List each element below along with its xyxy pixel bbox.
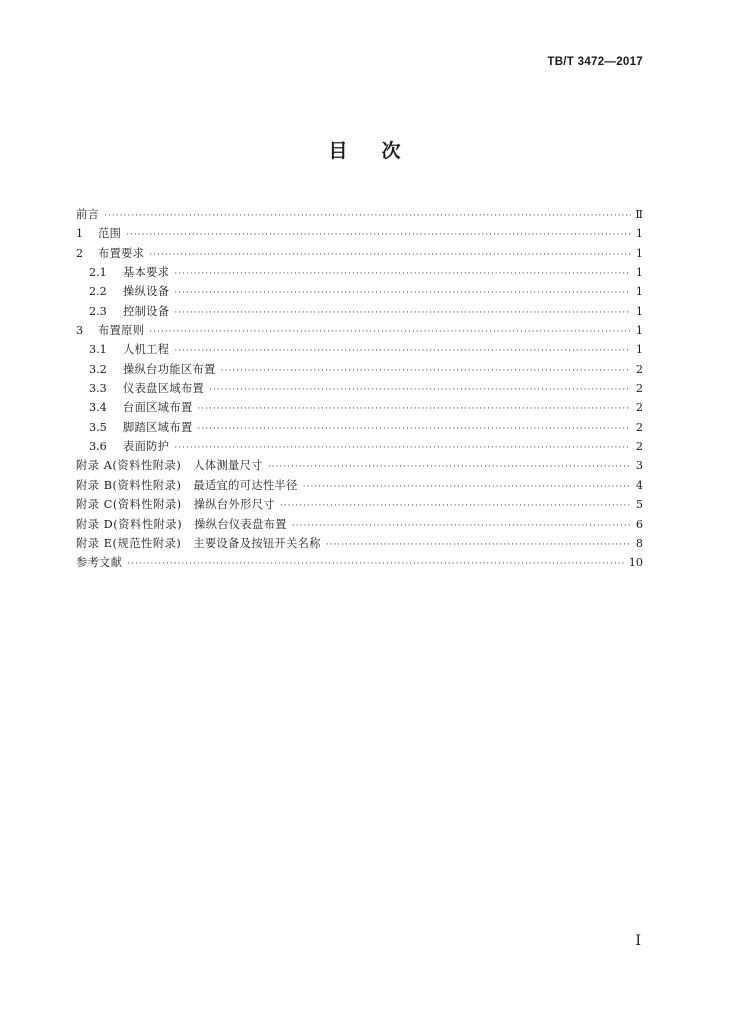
toc-leader-dots	[174, 346, 631, 356]
toc-entry	[76, 361, 643, 380]
toc-entry	[76, 245, 643, 264]
toc-entry-number: 3.2	[89, 362, 107, 376]
toc-entry-page: 2	[635, 420, 643, 434]
toc-leader-dots	[303, 482, 631, 492]
toc-entry-number: 3.6	[89, 440, 107, 454]
toc-entry-label: 前言	[76, 208, 100, 221]
toc-entry-label: 控制设备	[123, 304, 170, 318]
toc-leader-dots	[292, 521, 631, 531]
toc-entry-page: 2	[635, 362, 643, 376]
toc-annex-title: 操纵台仪表盘布置	[194, 517, 287, 531]
toc-entry-label: 范围	[98, 227, 122, 241]
toc-entry	[76, 477, 643, 496]
toc-leader-dots	[126, 230, 631, 240]
toc-title: 目次	[328, 140, 435, 162]
toc-entry	[76, 457, 643, 476]
toc-leader-dots	[209, 385, 631, 395]
toc-annex-title: 人体测量尺寸	[193, 459, 263, 473]
toc-leader-dots	[174, 443, 631, 453]
toc-leader-dots	[149, 327, 631, 337]
toc-annex-title: 最适宜的可达性半径	[193, 478, 298, 492]
toc-annex-designation: 附录 E(规范性附录)	[76, 536, 182, 550]
toc-leader-dots	[127, 559, 624, 569]
toc-entry-label: 仪表盘区域布置	[123, 382, 205, 396]
toc-entry-label	[76, 496, 275, 512]
toc-leader-dots	[268, 462, 631, 472]
toc-entry-number: 2.3	[89, 304, 107, 318]
toc-entry-label: 布置原则	[98, 324, 145, 338]
toc-entry-page: Ⅱ	[635, 208, 643, 221]
toc-entry-page: 6	[635, 517, 643, 531]
toc-entry-number: 2	[76, 246, 84, 260]
toc-entry	[76, 380, 643, 399]
toc-entry-label	[76, 516, 287, 532]
toc-entry-label: 基本要求	[123, 266, 170, 280]
toc-annex-designation: 附录 D(资料性附录)	[76, 517, 183, 531]
toc-entry-number: 3.3	[89, 382, 107, 396]
toc-entry	[76, 303, 643, 322]
toc-leader-dots	[326, 540, 631, 550]
toc-leader-dots	[174, 308, 631, 318]
toc-entry	[76, 554, 643, 573]
toc-leader-dots	[104, 211, 631, 221]
toc-entry-page: 1	[635, 266, 643, 280]
toc-entry-page: 1	[635, 343, 643, 357]
page-number: I	[635, 933, 641, 949]
toc-entry-page: 8	[635, 536, 643, 550]
toc-entry-label	[76, 477, 298, 493]
toc-entry-page: 1	[635, 304, 643, 318]
toc-entry-label: 表面防护	[123, 440, 170, 454]
toc-entry-number: 3.4	[89, 401, 107, 415]
toc-entry-page: 1	[635, 227, 643, 241]
toc-entry-page: 3	[635, 459, 643, 473]
toc-entry	[76, 341, 643, 360]
toc-entry	[76, 535, 643, 554]
toc-entry-label: 操纵设备	[123, 285, 170, 299]
toc-entry-label	[76, 535, 321, 551]
toc-leader-dots	[198, 404, 631, 414]
toc-entry-page: 2	[635, 382, 643, 396]
toc-entry-label: 脚踏区域布置	[123, 420, 193, 434]
toc-entry	[76, 496, 643, 515]
toc-leader-dots	[149, 250, 631, 260]
toc-leader-dots	[221, 366, 631, 376]
toc-entry-page: 1	[635, 285, 643, 299]
toc-entry	[76, 283, 643, 302]
toc-entry-label: 布置要求	[98, 246, 145, 260]
toc-entry	[76, 206, 643, 225]
toc-leader-dots	[280, 501, 631, 511]
toc-entry-label: 台面区域布置	[123, 401, 193, 415]
table-of-contents	[76, 206, 643, 574]
toc-entry-label: 操纵台功能区布置	[123, 362, 216, 376]
toc-entry-page: 2	[635, 401, 643, 415]
toc-annex-designation: 附录 B(资料性附录)	[76, 478, 182, 492]
toc-entry-number: 3.5	[89, 420, 107, 434]
toc-entry-page: 2	[635, 440, 643, 454]
toc-annex-designation: 附录 C(资料性附录)	[76, 498, 182, 512]
toc-entry	[76, 399, 643, 418]
standard-code: TB/T 3472—2017	[547, 56, 643, 68]
toc-entry-label: 人机工程	[123, 343, 170, 357]
toc-entry	[76, 225, 643, 244]
toc-entry	[76, 438, 643, 457]
toc-leader-dots	[198, 424, 631, 434]
toc-entry-label: 参考文献	[76, 556, 123, 570]
toc-entry	[76, 419, 643, 438]
toc-entry-page: 4	[635, 478, 643, 492]
toc-entry-number: 3	[76, 324, 84, 338]
toc-leader-dots	[174, 288, 631, 298]
toc-entry-number: 2.2	[89, 285, 107, 299]
toc-leader-dots	[174, 269, 631, 279]
toc-entry-number: 2.1	[89, 266, 107, 280]
toc-entry-label	[76, 457, 263, 473]
toc-annex-designation: 附录 A(资料性附录)	[76, 459, 182, 473]
toc-annex-title: 操纵台外形尺寸	[193, 498, 275, 512]
toc-entry-page: 1	[635, 324, 643, 338]
toc-entry	[76, 264, 643, 283]
toc-entry-number: 3.1	[89, 343, 107, 357]
toc-entry-number: 1	[76, 227, 84, 241]
toc-entry-page: 10	[628, 556, 643, 570]
toc-entry	[76, 516, 643, 535]
toc-entry-page: 1	[635, 246, 643, 260]
toc-annex-title: 主要设备及按钮开关名称	[193, 536, 321, 550]
toc-entry-page: 5	[635, 498, 643, 512]
toc-entry	[76, 322, 643, 341]
